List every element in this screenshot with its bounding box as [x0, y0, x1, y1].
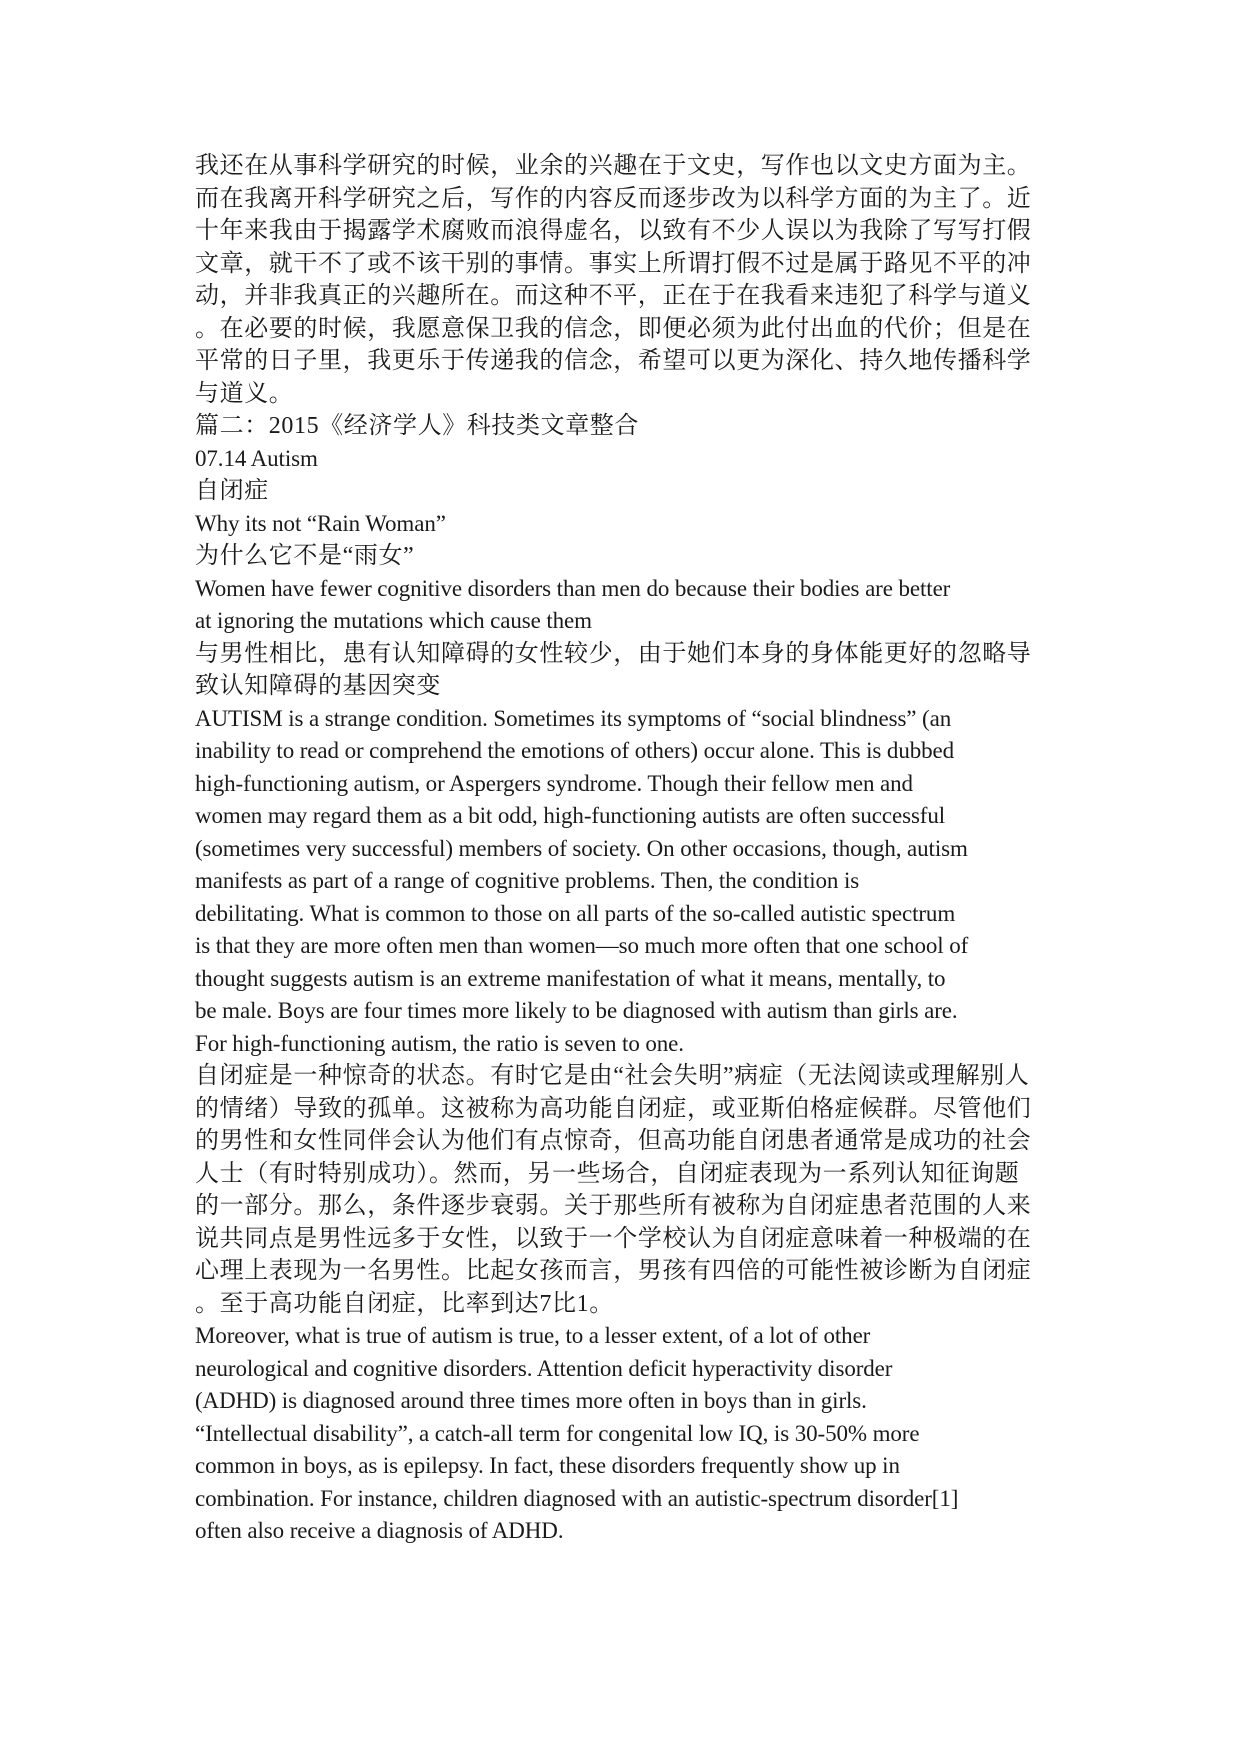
intro-line: 与道义。 — [195, 380, 294, 407]
paragraph-line: debilitating. What is common to those on all parts of the so-called autistic spectrum — [195, 900, 956, 926]
paragraph-line: For high-functioning autism, the ratio is seven to one. — [195, 1030, 684, 1056]
paragraph-line: neurological and cognitive disorders. Attention deficit hyperactivity disorder — [195, 1355, 893, 1381]
paragraph-line: 。至于高功能自闭症，比率到达7比1。 — [195, 1290, 614, 1317]
article-date-topic: 07.14 Autism — [195, 445, 318, 471]
subtitle-cn-line: 与男性相比，患有认知障碍的女性较少，由于她们本身的身体能更好的忽略导 — [195, 640, 1032, 667]
subtitle-en-line: Women have fewer cognitive disorders than men do because their bodies are better — [195, 575, 951, 601]
paragraph-1-cn — [195, 1060, 1055, 1320]
intro-line: 动，并非我真正的兴趣所在。而这种不平，正在于在我看来违犯了科学与道义 — [195, 283, 1032, 309]
intro-line: 而在我离开科学研究之后，写作的内容反而逐步改为以科学方面的为主了。近 — [195, 185, 1032, 212]
paragraph-line: women may regard them as a bit odd, high-functioning autists are often successful — [195, 803, 946, 828]
paragraph-line: Moreover, what is true of autism is true, to a lesser extent, of a lot of other — [195, 1323, 871, 1348]
subtitle-cn-line: 致认知障碍的基因突变 — [195, 673, 441, 699]
paragraph-1-en — [195, 703, 1055, 1061]
article-topic-cn: 自闭症 — [195, 478, 269, 504]
intro-line: 文章，就干不了或不该干别的事情。事实上所谓打假不过是属于路见不平的冲 — [195, 250, 1032, 277]
paragraph-line: (ADHD) is diagnosed around three times more often in boys than in girls. — [195, 1388, 867, 1413]
section-heading: 篇二：2015《经济学人》科技类文章整合 — [195, 413, 639, 439]
paragraph-line: inability to read or comprehend the emotions of others) occur alone. This is dubbed — [195, 738, 955, 763]
paragraph-line: is that they are more often men than women—so much more often that one school of — [195, 933, 969, 958]
subtitle-cn — [195, 638, 1055, 703]
paragraph-line: common in boys, as is epilepsy. In fact, these disorders frequently show up in — [195, 1453, 900, 1478]
paragraph-line: often also receive a diagnosis of ADHD. — [195, 1518, 564, 1543]
intro-paragraph — [195, 150, 1055, 410]
paragraph-line: AUTISM is a strange condition. Sometimes its symptoms of “social blindness” (an — [195, 705, 952, 731]
paragraph-line: (sometimes very successful) members of society. On other occasions, though, autism — [195, 835, 968, 861]
paragraph-line: 心理上表现为一名男性。比起女孩而言，男孩有四倍的可能性被诊断为自闭症 — [195, 1258, 1032, 1284]
paragraph-line: thought suggests autism is an extreme manifestation of what it means, mentally, to — [195, 965, 946, 991]
paragraph-line: 的情绪）导致的孤单。这被称为高功能自闭症，或亚斯伯格症候群。尽管他们 — [195, 1095, 1032, 1122]
intro-line: 十年来我由于揭露学术腐败而浪得虚名，以致有不少人误以为我除了写写打假 — [195, 218, 1032, 244]
article-title-cn: 为什么它不是“雨女” — [195, 543, 415, 569]
article-title-en: Why its not “Rain Woman” — [195, 510, 446, 536]
paragraph-line: manifests as part of a range of cognitive problems. Then, the condition is — [195, 868, 860, 893]
intro-line: 。在必要的时候，我愿意保卫我的信念，即便必须为此付出血的代价；但是在 — [195, 315, 1032, 342]
paragraph-line: 说共同点是男性远多于女性，以致于一个学校认为自闭症意味着一种极端的在 — [195, 1225, 1032, 1252]
paragraph-2-en — [195, 1320, 1055, 1548]
paragraph-line: 的一部分。那么，条件逐步衰弱。关于那些所有被称为自闭症患者范围的人来 — [195, 1193, 1032, 1219]
document-page — [195, 150, 1055, 1548]
paragraph-line: high-functioning autism, or Aspergers syndrome. Though their fellow men and — [195, 770, 913, 796]
subtitle-en — [195, 573, 1055, 638]
paragraph-line: 人士（有时特别成功）。然而，另一些场合，自闭症表现为一系列认知征询题 — [195, 1160, 1020, 1187]
intro-line: 平常的日子里，我更乐于传递我的信念，希望可以更为深化、持久地传播科学 — [195, 348, 1032, 374]
paragraph-line: 的男性和女性同伴会认为他们有点惊奇，但高功能自闭患者通常是成功的社会 — [195, 1128, 1032, 1154]
subtitle-en-line: at ignoring the mutations which cause them — [195, 608, 592, 633]
paragraph-line: be male. Boys are four times more likely to be diagnosed with autism than girls are. — [195, 998, 958, 1023]
paragraph-line: combination. For instance, children diagnosed with an autistic-spectrum disorder[1] — [195, 1485, 959, 1511]
paragraph-line: 自闭症是一种惊奇的状态。有时它是由“社会失明”病症（无法阅读或理解别人 — [195, 1063, 1030, 1089]
paragraph-line: “Intellectual disability”, a catch-all term for congenital low IQ, is 30-50% more — [195, 1420, 920, 1446]
intro-line: 我还在从事科学研究的时候，业余的兴趣在于文史，写作也以文史方面为主。 — [195, 153, 1032, 179]
